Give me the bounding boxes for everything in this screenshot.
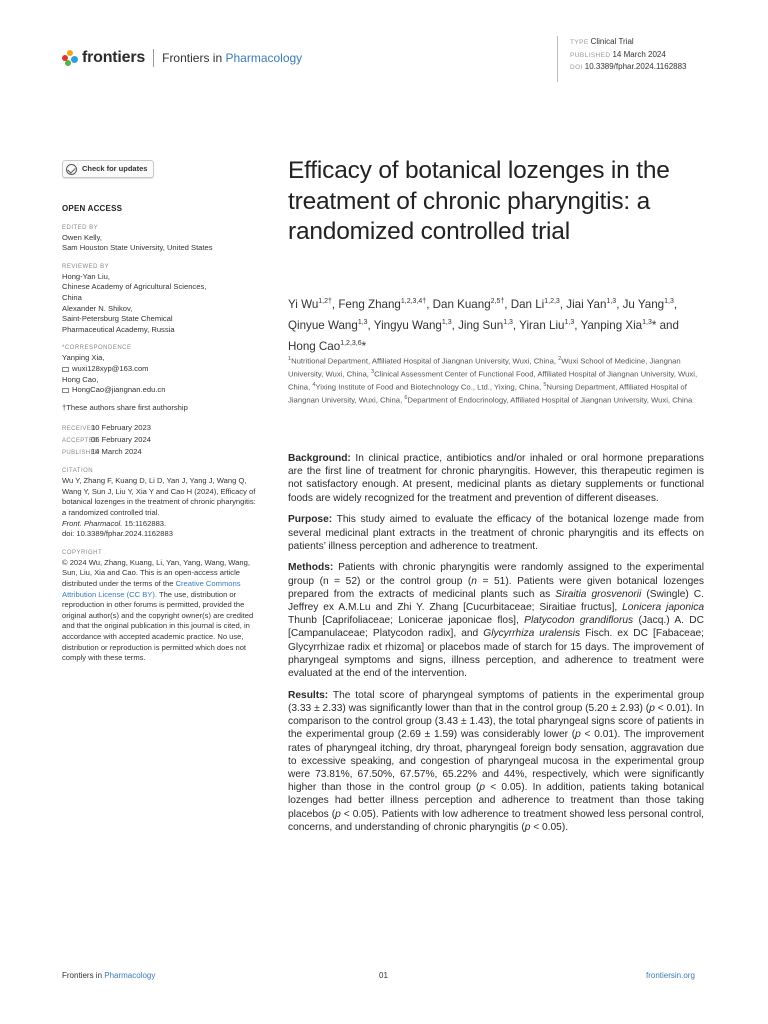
email-icon [62, 388, 69, 393]
published-date: 14 March 2024 [612, 49, 666, 59]
copyright-text: © 2024 Wu, Zhang, Kuang, Li, Yan, Yang, Wang, Wang, Sun, Liu, Xia and Cao. This is an open-access article distributed under the terms of the Creative Commons Attribution License (CC BY). The use, distribution or reproduction in other forums is permitted, provided the original author(s) and the copyright owner(s) are credited and that the original publication in this journal is cited, in accordance with accepted academic practice. No use, distribution or reproduction is permitted which does not comply with these terms. [62, 557, 254, 663]
sidebar [62, 160, 262, 664]
citation-label: CITATION [62, 468, 94, 475]
article-type: Clinical Trial [590, 37, 634, 46]
reviewer-line: Saint-Petersburg State Chemical [62, 314, 173, 324]
article-dates: RECEIVED 10 February 2023 ACCEPTED 06 February 2024 PUBLISHED 14 March 2024 [62, 423, 151, 456]
check-for-updates-button[interactable]: Check for updates [62, 160, 154, 178]
license-link[interactable]: Creative Commons Attribution License (CC BY). [62, 578, 241, 599]
check-icon [66, 164, 77, 175]
reviewer-line: Hong-Yan Liu, [62, 271, 110, 281]
header-divider [153, 49, 154, 67]
corresponding-author: Yanping Xia, [62, 353, 105, 363]
abstract-results: Results: The total score of pharyngeal symptoms of patients in the experimental group (3.33 ± 2.33) was significantly lower than that in the control group (5.20 ± 2.93) (p < 0.01). In comparison to the control group (3.43 ± 1.43), the total pharyngeal signs score of patients in the experimental group (2.69 ± 1.59) was considerably lower (p < 0.01). The improvement rates of pharyngeal itching, dry throat, pharyngeal foreign body sensation, aggravation due to excessive speaking, and congestion of pharyngeal mucosa in the experimental group were 73.81%, 67.50%, 67.57%, 65.22% and 44%, respectively, which were significantly higher than those in the control group (p < 0.05). In addition, patients taking botanical lozenges had better illness perception and adherence to treatment than those taking placebos (p < 0.05). Patients with low adherence to treatment showed less personal control, concerns, and understanding of chronic pharyngitis (p < 0.05). [288, 689, 704, 833]
reviewed-by-label: REVIEWED BY [62, 263, 110, 270]
article-meta: TYPE Clinical Trial PUBLISHED 14 March 2024 DOI 10.3389/fphar.2024.1162883 [557, 36, 687, 82]
edited-by-label: EDITED BY [62, 224, 99, 231]
page-number: 01 [379, 971, 388, 980]
citation-text: Wu Y, Zhang F, Kuang D, Li D, Yan J, Yang J, Wang Q, Wang Y, Sun J, Liu Y, Xia Y and Cao H (2024), Efficacy of botanical lozenges in the treatment of chronic pharyngitis: a randomized controlled trial. Front. Pharmacol. 15:1162883. doi: 10.3389/fphar.2024.1162883 [62, 476, 256, 539]
editor-name: Owen Kelly, [62, 232, 102, 242]
corresponding-author: Hong Cao, [62, 374, 99, 384]
author-list: Yi $Wu^{1,2\dagger}$, Feng Zhang$^{1,2,3,4\dagger}$, Dan Kuang$^{2,5\dagger}$, Dan Li$^{1,2,3}$, Jiai Yan$^{1,3}$, Ju Yang$^{1,3}$, Qinyue Wang$^{1,3}$, Yingyu Wang$^{1,3}$, Jing Sun$^{1,3}$, Yiran Liu$^{1,3}$, Yanping Xia$^{1,3}$* and Hong Cao$^{1,2,3,6}$* [288, 297, 679, 353]
footer-journal[interactable]: Frontiers in Pharmacology [62, 971, 156, 980]
article-title: Efficacy of botanical lozenges in the treatment of chronic pharyngitis: a randomized controlled trial [288, 157, 670, 245]
frontiers-logo-icon [62, 50, 78, 66]
abstract [288, 452, 704, 842]
email-link[interactable]: HongCao@jiangnan.edu.cn [72, 385, 166, 395]
email-icon [62, 367, 69, 372]
reviewer-line: Chinese Academy of Agricultural Sciences, [62, 282, 207, 292]
editor-affiliation: Sam Houston State University, United States [62, 243, 213, 253]
doi-link[interactable]: 10.3389/fphar.2024.1162883 [584, 62, 687, 71]
abstract-purpose: Purpose: This study aimed to evaluate the efficacy of the botanical lozenge made from several medicinal plant extracts in the treatment of chronic pharyngitis and its effects on patients’ illness perception and adherence to treatment. [288, 514, 704, 552]
abstract-methods: Methods: Patients with chronic pharyngitis were randomly assigned to the experimental group (n = 52) or the control group (n = 51). Patients were given botanical lozenges prepared from the extracts of medicinal plants such as Siraitia grosvenorii (Swingle) C. Jeffrey ex A.M.Lu and Zhi Y. Zhang [Cucurbitaceae; Siraitiae fructus], Lonicera japonica Thunb [Caprifoliaceae; Lonicerae japonicae flos], Platycodon grandiflorus (Jacq.) A. DC [Campanulaceae; Platycodon radix], and Glycyrrhiza uralensis Fisch. ex DC [Fabaceae; Glycyrrhizae radix et rhizoma] or placebos made of starch for 15 days. The improvement of pharyngeal symptoms and signs, illness perception, and adherence to treatment were evaluated at the end of the intervention. [288, 562, 705, 680]
reviewer-line: China [62, 293, 82, 303]
reviewer-line: Alexander N. Shikov, [62, 303, 133, 313]
correspondence-label: *CORRESPONDENCE [62, 345, 132, 352]
footer-website[interactable]: frontiersin.org [646, 971, 695, 980]
email-link[interactable]: wuxi128xyp@163.com [72, 364, 149, 374]
journal-name[interactable]: Frontiers in Pharmacology [162, 51, 303, 65]
reviewer-line: Pharmaceutical Academy, Russia [62, 324, 175, 334]
affiliations: $^1$Nutritional Department, Affiliated Hospital of Jiangnan University, Wuxi, China, $^2$Wuxi School of Medicine, Jiangnan University, Wuxi, China, $^3$Clinical Assessment Center of Functional Food, Affiliated Hospital of Jiangnan University, Wuxi, China, $^4$Yixing Institute of Food and Biotechnology Co., Ltd., Yixing, China, $^5$Nursing Department, Affiliated Hospital of Jiangnan University, Wuxi, China, $^6$Department of Endocrinology, Affiliated Hospital of Jiangnan University, Wuxi, China [288, 356, 698, 405]
frontiers-logo-text[interactable]: frontiers [82, 49, 146, 66]
open-access-label: OPEN ACCESS [62, 204, 123, 214]
journal-header [62, 47, 302, 69]
copyright-label: COPYRIGHT [62, 549, 103, 556]
abstract-background: Background: In clinical practice, antibiotics and/or inhaled or oral hormone preparations are the first line of treatment for chronic pharyngitis. However, this therapeutic regimen is not satisfactory enough. At present, medicinal plants as dietary supplements or functional foods are widely recognized for the treatment and prevention of different diseases. [288, 453, 704, 504]
shared-authorship-note: †These authors share first authorship [62, 402, 188, 412]
